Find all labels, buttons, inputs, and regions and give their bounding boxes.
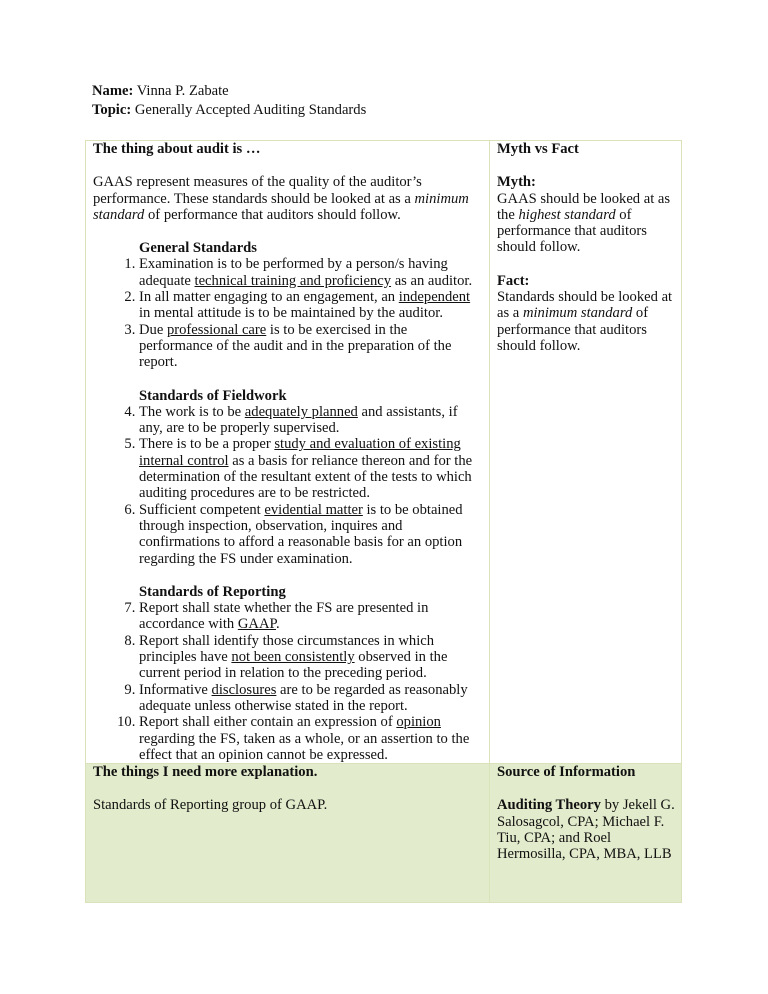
explanation-text: Standards of Reporting group of GAAP. [93,797,328,814]
standard-item: 8. Report shall identify those circumstances in which principles have not been consistently observed in the current period in relation to the preceding period. [139,633,483,682]
standard-item: 6. Sufficient competent evidential matter is to be obtained through inspection, observation, inquires and confirmations to afford a reasonable basis for an option regarding the FS under examination. [139,502,483,567]
standards-list [93,600,483,763]
myth-label: Myth: [497,174,536,191]
worksheet-table [85,140,682,903]
audit-cell [86,141,490,764]
standard-item: 3. Due professional care is to be exercised in the performance of the audit and in the preparation of the report. [139,322,483,371]
source-text: Auditing Theory by Jekell G. Salosagcol, CPA; Michael F. Tiu, CPA; and Roel Hermosilla, CPA, MBA, LLB [497,797,675,863]
standards-list [93,404,483,567]
standards-list [93,256,483,370]
standards-group-title: General Standards [139,240,257,257]
standard-item: 1. Examination is to be performed by a person/s having adequate technical training and proficiency as an auditor. [139,256,483,289]
myth-fact-heading: Myth vs Fact [497,141,579,157]
standards-group-title: Standards of Fieldwork [139,387,287,404]
standard-item: 7. Report shall state whether the FS are presented in accordance with GAAP. [139,600,483,633]
standards-group-title: Standards of Reporting [139,583,286,600]
fact-text: Standards should be looked at as a minimum standard of performance that auditors should follow. [497,289,673,354]
myth-fact-cell [490,141,682,764]
audit-heading: The thing about audit is … [93,141,261,157]
myth-text: GAAS should be looked at as the highest standard of performance that auditors should follow. [497,190,671,256]
document-header [92,83,366,121]
audit-intro: GAAS represent measures of the quality of the auditor’s performance. These standards should be looked at as a minimum standard of performance that auditors should follow. [93,174,469,223]
standard-item: 5. There is to be a proper study and evaluation of existing internal control as a basis for reliance thereon and for the determination of the resultant extent of the tests to which auditing procedures are to be restricted. [139,436,483,501]
standard-item: 10. Report shall either contain an expression of opinion regarding the FS, taken as a whole, or an assertion to the effect that an opinion cannot be expressed. [139,714,483,763]
explanation-heading: The things I need more explanation. [93,764,318,781]
fact-label: Fact: [497,272,530,289]
source-heading: Source of Information [497,764,636,781]
source-cell [490,764,682,903]
standards-groups [93,240,483,763]
name-line: Name: Vinna P. Zabate [92,83,229,99]
topic-line: Topic: Generally Accepted Auditing Standards [92,102,367,118]
explanation-cell [86,764,490,903]
standard-item: 2. In all matter engaging to an engagement, an independent in mental attitude is to be maintained by the auditor. [139,289,483,322]
standard-item: 9. Informative disclosures are to be regarded as reasonably adequate unless otherwise stated in the report. [139,682,483,715]
standard-item: 4. The work is to be adequately planned and assistants, if any, are to be properly supervised. [139,404,483,437]
